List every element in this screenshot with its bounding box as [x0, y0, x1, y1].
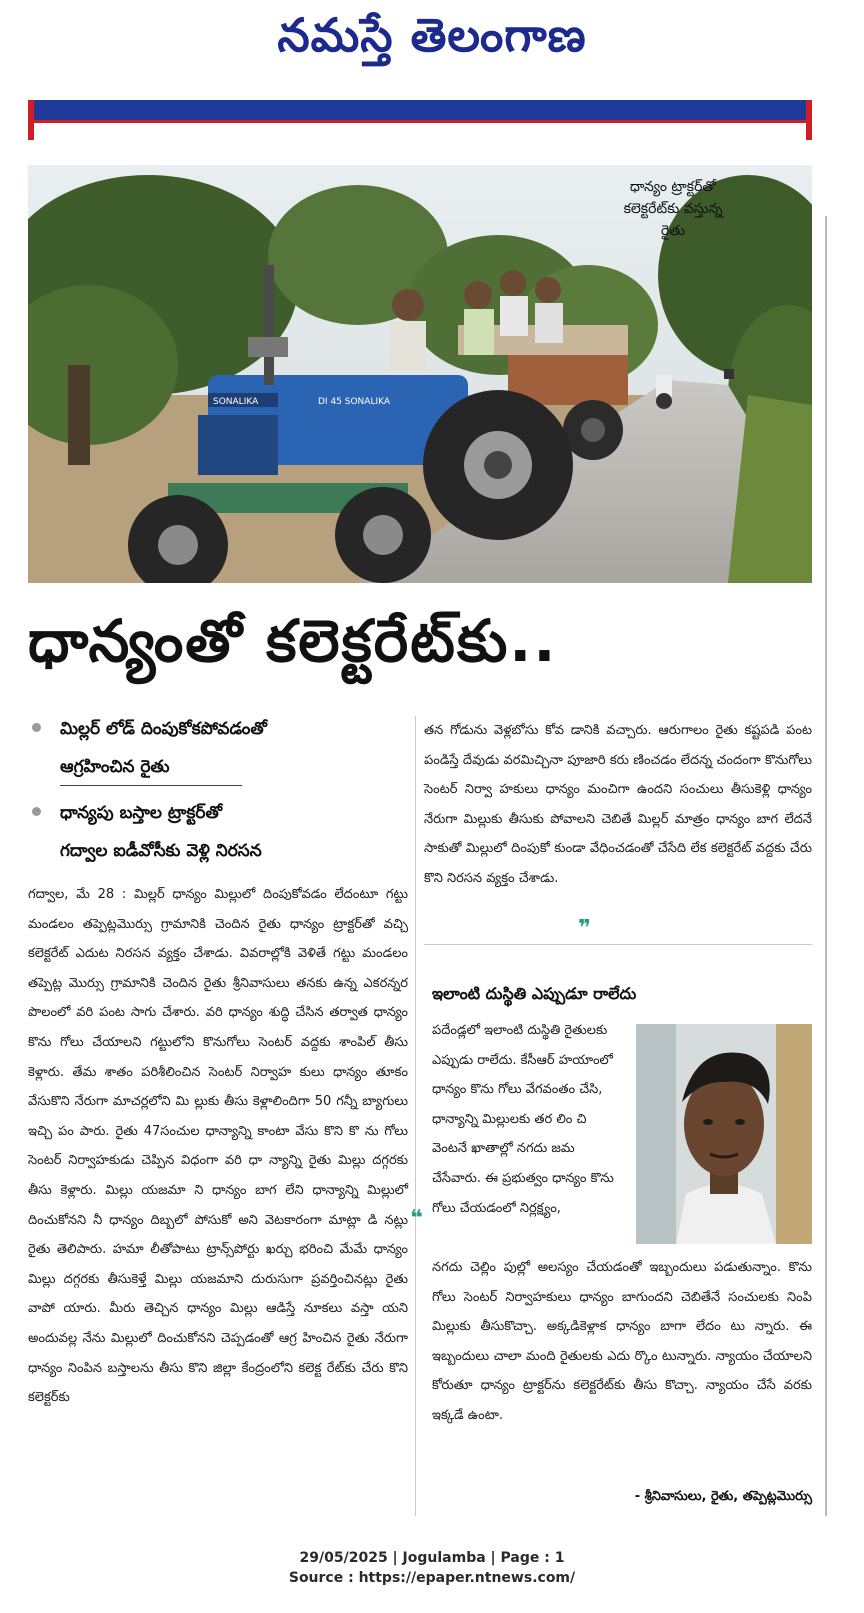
quote-mark-icon: ❞ — [578, 916, 591, 941]
column-divider — [415, 716, 416, 1516]
subhead-bullet-line: ధాన్యపు బస్తాల ట్రాక్టర్‌తో — [60, 803, 223, 823]
bullet-dot-icon — [32, 807, 41, 816]
masthead — [0, 0, 864, 100]
masthead-bar-red-bottom — [34, 120, 806, 123]
subhead-bullet-line: ఆగ్రహించిన రైతు — [60, 757, 170, 777]
masthead-bar — [28, 100, 812, 140]
photo-caption-line: రైతు — [660, 223, 686, 239]
footer-date-edition: 29/05/2025 | Jogulamba | Page : 1 — [299, 1550, 565, 1566]
subhead-bullet — [28, 710, 408, 786]
masthead-title: నమస్తే తెలంగాణ — [277, 8, 587, 62]
interview-signature: - శ్రీనివాసులు, రైతు, తప్పెట్లమొర్సు — [634, 1489, 812, 1504]
footer-source: Source : https://epaper.ntnews.com/ — [288, 1570, 576, 1586]
tractor-brand-text: SONALIKA — [213, 397, 259, 407]
article-body-right: తన గోడును వెళ్లబోసు కోవ డానికి వచ్చారు. ఆరుగాలం రైతు కష్టపడి పంట పండిస్తే దేవుడు వరమిచ్చినా పూజారి కరు ణించడం లేదన్న చందంగా కొనుగోలు సెంటర్ నిర్వా హకులు ధాన్యం మంచిగా ఉందని సంచులు తీసుకెళ్లి ధాన్యం నేరుగా మిల్లుకు తీసుకు పోవాలని చెబితే మిల్లర్ మాత్రం ధాన్యం బాగ లేదనే సాకుతో మిల్లులో దింపుకో కుండా వేధించడంతో చేసేది లేక కలెక్టరేట్ వద్దకు చేరు కొని నిరసన వ్యక్తం చేశాడు. — [424, 723, 812, 886]
interview-title: ఇలాంటి దుస్థితి ఎప్పుడూ రాలేదు — [432, 984, 637, 1003]
farmer-portrait — [636, 1024, 812, 1244]
portrait-illustration — [636, 1024, 812, 1244]
subhead-bullet-line: మిల్లర్ లోడ్ దింపుకోకపోవడంతో — [60, 719, 267, 739]
page-footer — [0, 1548, 864, 1588]
quote-mark-icon: ❝ — [410, 1206, 423, 1231]
subhead-bullet — [28, 794, 408, 870]
photo-caption-line: కలెక్టరేట్‌కు వస్తున్న — [623, 201, 723, 217]
masthead-bar-red-right — [806, 100, 812, 140]
subhead-bullet-line: గద్వాల ఐడీవోసీకు వెళ్లి నిరసన — [60, 841, 262, 861]
subhead-bullets — [28, 710, 408, 878]
page-edge-rule — [825, 216, 827, 1516]
bullet-dot-icon — [32, 723, 41, 732]
interview-body-narrow: పదేండ్లలో ఇలాంటి దుస్థితి రైతులకు ఎప్పుడు రాలేదు. కేసీఆర్ హయాంలో ధాన్యం కొను గోలు వేగవంతం చేసి, ధాన్యాన్ని మిల్లులకు తర లిం చి వెంటనే ఖాతాల్లో నగదు జమ చేసేవారు. ఈ ప్రభుత్వం ధాన్యం కొను గోలు చేయడంలో నిర్లక్ష్యం, — [432, 1023, 614, 1216]
article-body-left: గద్వాల, మే 28 : మిల్లర్ ధాన్యం మిల్లులో దింపుకోవడం లేదంటూ గట్టు మండలం తప్పెట్లమొర్సు గ్రామానికి చెందిన రైతు ధాన్యం ట్రాక్టర్‌తో వచ్చి కలెక్టరేట్ ఎదుట నిరసన వ్యక్తం చేశాడు. వివరాల్లోకి వెళితే గట్టు మండలం తప్పెట్ల మొర్సు గ్రామానికి చెందిన రైతు శ్రీనివాసులు తనకు ఉన్న ఎకరన్నర పొలంలో వరి పంట సాగు చేశారు. వరి ధాన్యం శుద్ధి చేసిన తర్వాత ధాన్యం కొను గోలు చేయాలని గట్టులోని కొనుగోలు సెంటర్ వద్దకు శాంపిల్ తీసు కెళ్లారు. తేమ శాతం పరిశీలించిన సెంటర్ నిర్వాహ కులు ధాన్యం తూకం వేసుకొని నేరుగా మాచర్లలోని మి ల్లుకు తీసు కెళ్లాలిందిగా 50 గన్నీ బ్యాగులు ఇచ్చి పం పారు. రైతు 47సంచుల ధాన్యాన్ని కాంటా వేసు కొని కొ ను గోలు సెంటర్ నిర్వాహకుడు చెప్పిన విధంగా వరి ధా న్యాన్ని రైతు మిల్లు దగ్గరకు తీసు కెళ్లారు. మిల్లు యజమా ని ధాన్యం బాగ లేని ధాన్యాన్ని మిల్లులో దించుకోనని నీ ధాన్యం దిబ్బలో పోసుకో అని వెటకారంగా మాట్లా డి నట్లు రైతు తెలిపారు. హమా లీతోపాటు ట్రాన్స్‌పోర్టు ఖర్చు భరించి మేమే ధాన్యం మిల్లు దగ్గరకు తీసుకెళ్తే మిల్లు యజమాని దురుసుగా ప్రవర్తించినట్లు రైతు వాపో యారు. మీరు తెచ్చిన ధాన్యం మిల్లు ఆడిస్తే నూకలు వస్తా యని అందువల్ల నేను మిల్లులో దించుకోనని చెప్పడంతో ఆగ్ర హించిన రైతు నేరుగా ధాన్యం నింపిన బస్తాలను తీసు కొని జిల్లా కేంద్రంలోని కలెక్ట రేట్‌కు చేరు కొని కలెక్టర్‌కు — [28, 887, 408, 1406]
masthead-bar-blue — [28, 100, 812, 120]
tractor-model-text: DI 45 SONALIKA — [318, 397, 391, 407]
interview-body-wide: నగదు చెల్లిం పుల్లో అలస్యం చేయడంతో ఇబ్బందులు పడుతున్నాం. కొను గోలు సెంటర్ నిర్వాహకులు ధాన్యం బాగుందని చెబితేనే సంచులకు నింపి మిల్లుకు తీసుకొచ్చా. అక్కడికెళ్లాక ధాన్యం బాగా లేదం టు న్నారు. ఈ ఇబ్బందులు చాలా మంది రైతులకు ఎదు ర్కొం టున్నారు. న్యాయం చేయాలని కోరుతూ ధాన్యం ట్రాక్టర్‌ను కలెక్టరేట్‌కు తీసు కొచ్చా. న్యాయం చేసే వరకు ఇక్కడే ఉంటా. — [432, 1260, 812, 1423]
photo-caption-line: ధాన్యం ట్రాక్టర్‌తో — [629, 179, 717, 195]
subhead-underline — [60, 785, 242, 786]
photo-caption — [588, 176, 758, 242]
section-separator — [424, 944, 812, 945]
headline: ధాన్యంతో కలెక్టరేట్‌కు.. — [28, 607, 558, 675]
